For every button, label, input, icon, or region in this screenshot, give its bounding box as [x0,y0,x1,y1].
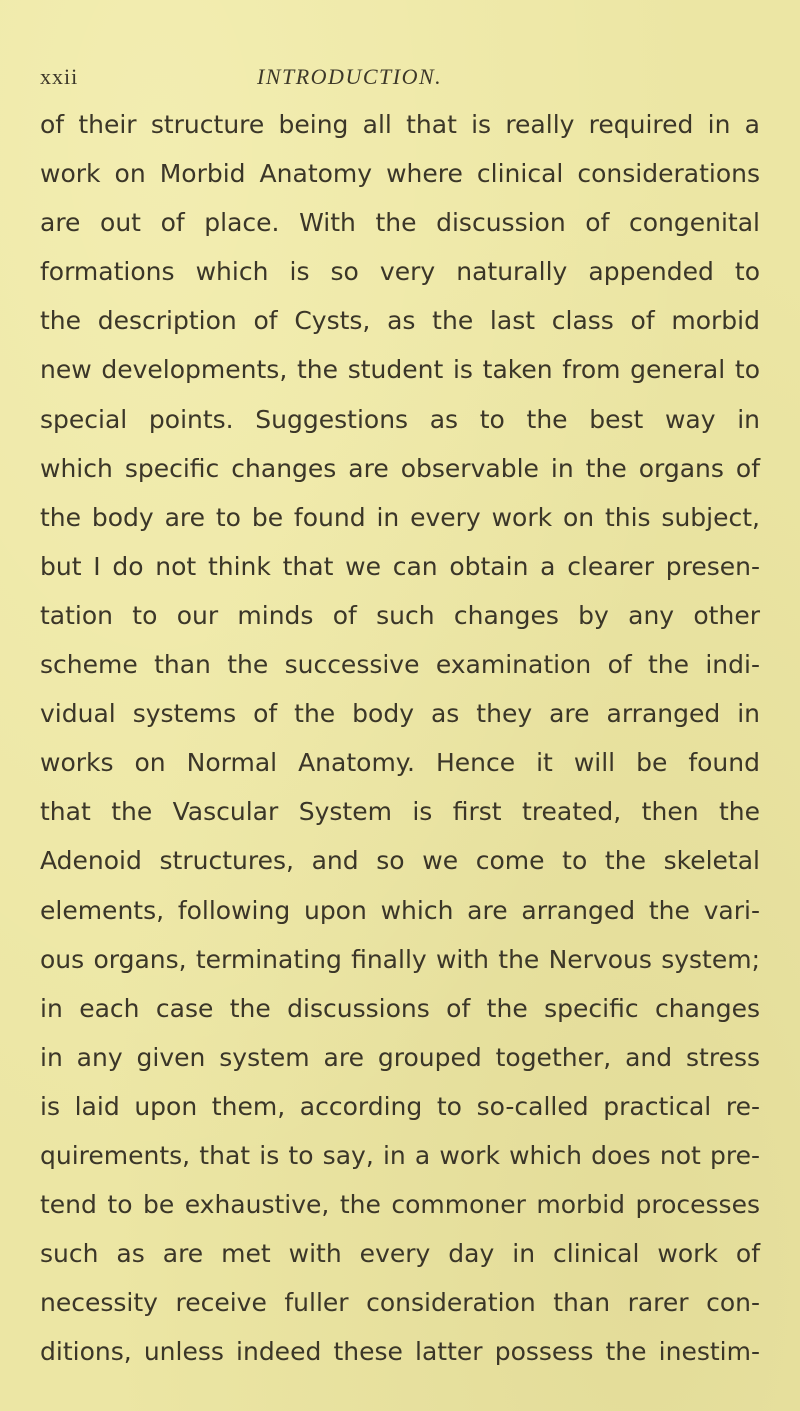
text-line: which specific changes are observable in the organs of [40,453,760,483]
text-line: quirements, that is to say, in a work which does not pre- [40,1140,760,1170]
text-line: tend to be exhaustive, the commoner morbid processes [40,1190,760,1220]
text-line: the description of Cysts, as the last class of morbid [40,306,760,336]
text-line: in any given system are grouped together, and stress [40,1042,760,1072]
text-line: such as are met with every day in clinical work of [40,1239,760,1269]
text-line: works on Normal Anatomy. Hence it will be found [40,748,760,778]
text-line: Adenoid structures, and so we come to the skeletal [40,846,760,876]
text-line: elements, following upon which are arranged the vari- [40,895,760,925]
page-number: xxii [40,64,79,89]
body-paragraph [40,100,760,1376]
text-line: that the Vascular System is first treated, then the [40,797,760,827]
text-line: ous organs, terminating finally with the Nervous system; [40,944,760,974]
text-line: special points. Suggestions as to the best way in [40,404,760,434]
text-line: are out of place. With the discussion of congenital [40,208,760,238]
running-title: INTRODUCTION. [257,64,443,89]
running-head [0,64,800,94]
text-line: work on Morbid Anatomy where clinical considerations [40,159,760,189]
text-line: scheme than the successive examination of the indi- [40,650,760,680]
text-line: is laid upon them, according to so-called practical re- [40,1091,760,1121]
text-line: in each case the discussions of the specific changes [40,993,760,1023]
text-line: necessity receive fuller consideration than rarer con- [40,1288,760,1318]
text-line: ditions, unless indeed these latter possess the inestim- [40,1337,760,1367]
text-line: the body are to be found in every work on this subject, [40,502,760,532]
text-line: tation to our minds of such changes by any other [40,600,760,630]
text-line: new developments, the student is taken from general to [40,355,760,385]
text-line: but I do not think that we can obtain a clearer presen- [40,551,760,581]
text-line: vidual systems of the body as they are arranged in [40,699,760,729]
text-line: formations which is so very naturally appended to [40,257,760,287]
text-line: of their structure being all that is really required in a [40,110,760,139]
